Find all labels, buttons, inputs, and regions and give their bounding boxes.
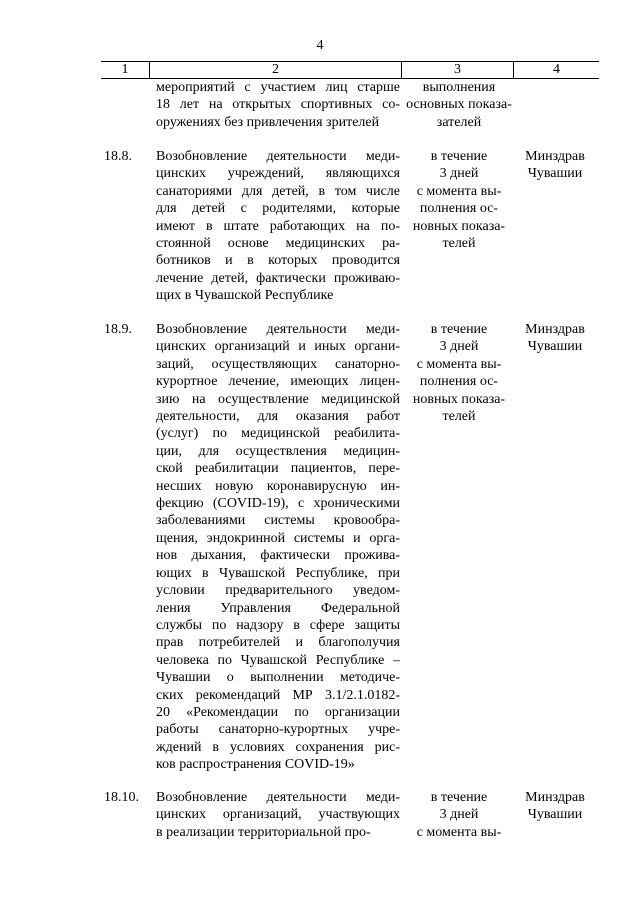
text-line: цинских учреждений, являющихся [156,166,400,182]
text-line: нов дыхания, фактически прожива- [156,548,400,564]
text-line: 20 «Рекомендации по организации [156,704,400,720]
text-line: выполнения [422,80,496,95]
text-line: в течение [430,149,488,164]
text-line: зию на осуществление медицинской [156,391,400,407]
text-line: Чувашии о выполнении методиче- [156,670,400,686]
row-number: 18.8. [104,149,132,164]
text-line: с момента вы- [416,183,502,199]
text-line: Минздрав [525,790,585,805]
row-deadline [404,789,514,841]
text-line: заций, осуществляющих санаторно- [156,356,400,372]
text-line: Возобновление деятельности меди- [156,790,400,805]
text-line: Минздрав [525,322,585,337]
row-text [156,789,400,841]
row-number: 18.9. [104,322,132,337]
text-line: телей [442,409,476,425]
text-line: фекцию (COVID-19), с хроническими [156,496,400,512]
text-line: условии предварительного уведом- [156,583,400,599]
text-line: человека по Чувашской Республике – [156,652,400,668]
text-line: ской реабилитации пациентов, пере- [156,461,400,477]
text-line: санаториями для детей, в том числе [156,183,400,199]
text-line: 3 дней [439,166,479,182]
row-text [156,79,400,131]
text-line: Чувашии [527,166,583,182]
text-line: Чувашии [527,339,583,355]
table-header-row [101,61,599,79]
header-col-3: 3 [454,62,461,77]
text-line: ков распространения COVID-19» [156,757,355,773]
text-line: ющих в Чувашской Республике, при [156,565,400,581]
text-line: основных показа- [406,97,512,113]
header-col-2: 2 [272,62,279,77]
text-line: ботников и в которых проводится [156,253,400,269]
text-line: с момента вы- [416,824,502,840]
text-line: имеют в штате работающих на по- [156,218,400,234]
text-line: зателей [436,114,482,130]
row-text [156,148,400,305]
text-line: Возобновление деятельности меди- [156,322,400,337]
row-responsible [518,321,592,356]
row-number: 18.10. [104,790,139,805]
text-line: работы санаторно-курортных учре- [156,722,400,738]
row-responsible [518,789,592,824]
header-col-4: 4 [553,62,560,77]
row-deadline [404,148,514,252]
text-line: щения, эндокринной системы и орга- [156,530,400,546]
text-line: стоянной основе медицинских ра- [156,236,400,252]
text-line: 3 дней [439,807,479,823]
page-number: 4 [316,38,324,53]
text-line: (услуг) по медицинской реабилита- [156,426,400,442]
text-line: ждений в условиях сохранения рис- [156,739,400,755]
text-line: цинских организаций, участвующих [156,807,400,823]
text-line: 3 дней [439,339,479,355]
text-line: оружениях без привлечения зрителей [156,114,380,130]
text-line: в течение [430,322,488,337]
text-line: щих в Чувашской Республике [156,288,334,304]
text-line: новных показа- [412,391,506,407]
text-line: телей [442,236,476,252]
text-line: Возобновление деятельности меди- [156,149,400,164]
text-line: службы по надзору в сфере защиты [156,617,400,633]
text-line: ции, для осуществления медицин- [156,443,400,459]
text-line: в течение [430,790,488,805]
text-line: цинских организаций и иных органи- [156,339,400,355]
text-line: лечение детей, фактически проживаю- [156,270,400,286]
text-line: курортное лечение, имеющих лицен- [156,374,400,390]
text-line: деятельности, для оказания работ [156,409,400,425]
text-line: мероприятий с участием лиц старше [156,80,400,95]
text-line: полнения ос- [419,201,499,217]
text-line: с момента вы- [416,356,502,372]
text-line: новных показа- [412,218,506,234]
row-text [156,321,400,774]
text-line: 18 лет на открытых спортивных со- [156,97,400,113]
row-deadline [404,79,514,131]
header-col-1: 1 [121,62,129,77]
text-line: Чувашии [527,807,583,823]
text-line: полнения ос- [419,374,499,390]
text-line: прав потребителей и благополучия [156,635,400,651]
row-deadline [404,321,514,425]
text-line: ления Управления Федеральной [156,600,400,616]
text-line: несших новую коронавирусную ин- [156,478,400,494]
text-line: заболеваниями системы кровообра- [156,513,400,529]
text-line: в реализации территориальной про- [156,824,371,840]
text-line: для детей с родителями, которые [156,201,400,217]
text-line: ских рекомендаций МР 3.1/2.1.0182- [156,687,400,703]
row-responsible [518,148,592,183]
text-line: Минздрав [525,149,585,164]
